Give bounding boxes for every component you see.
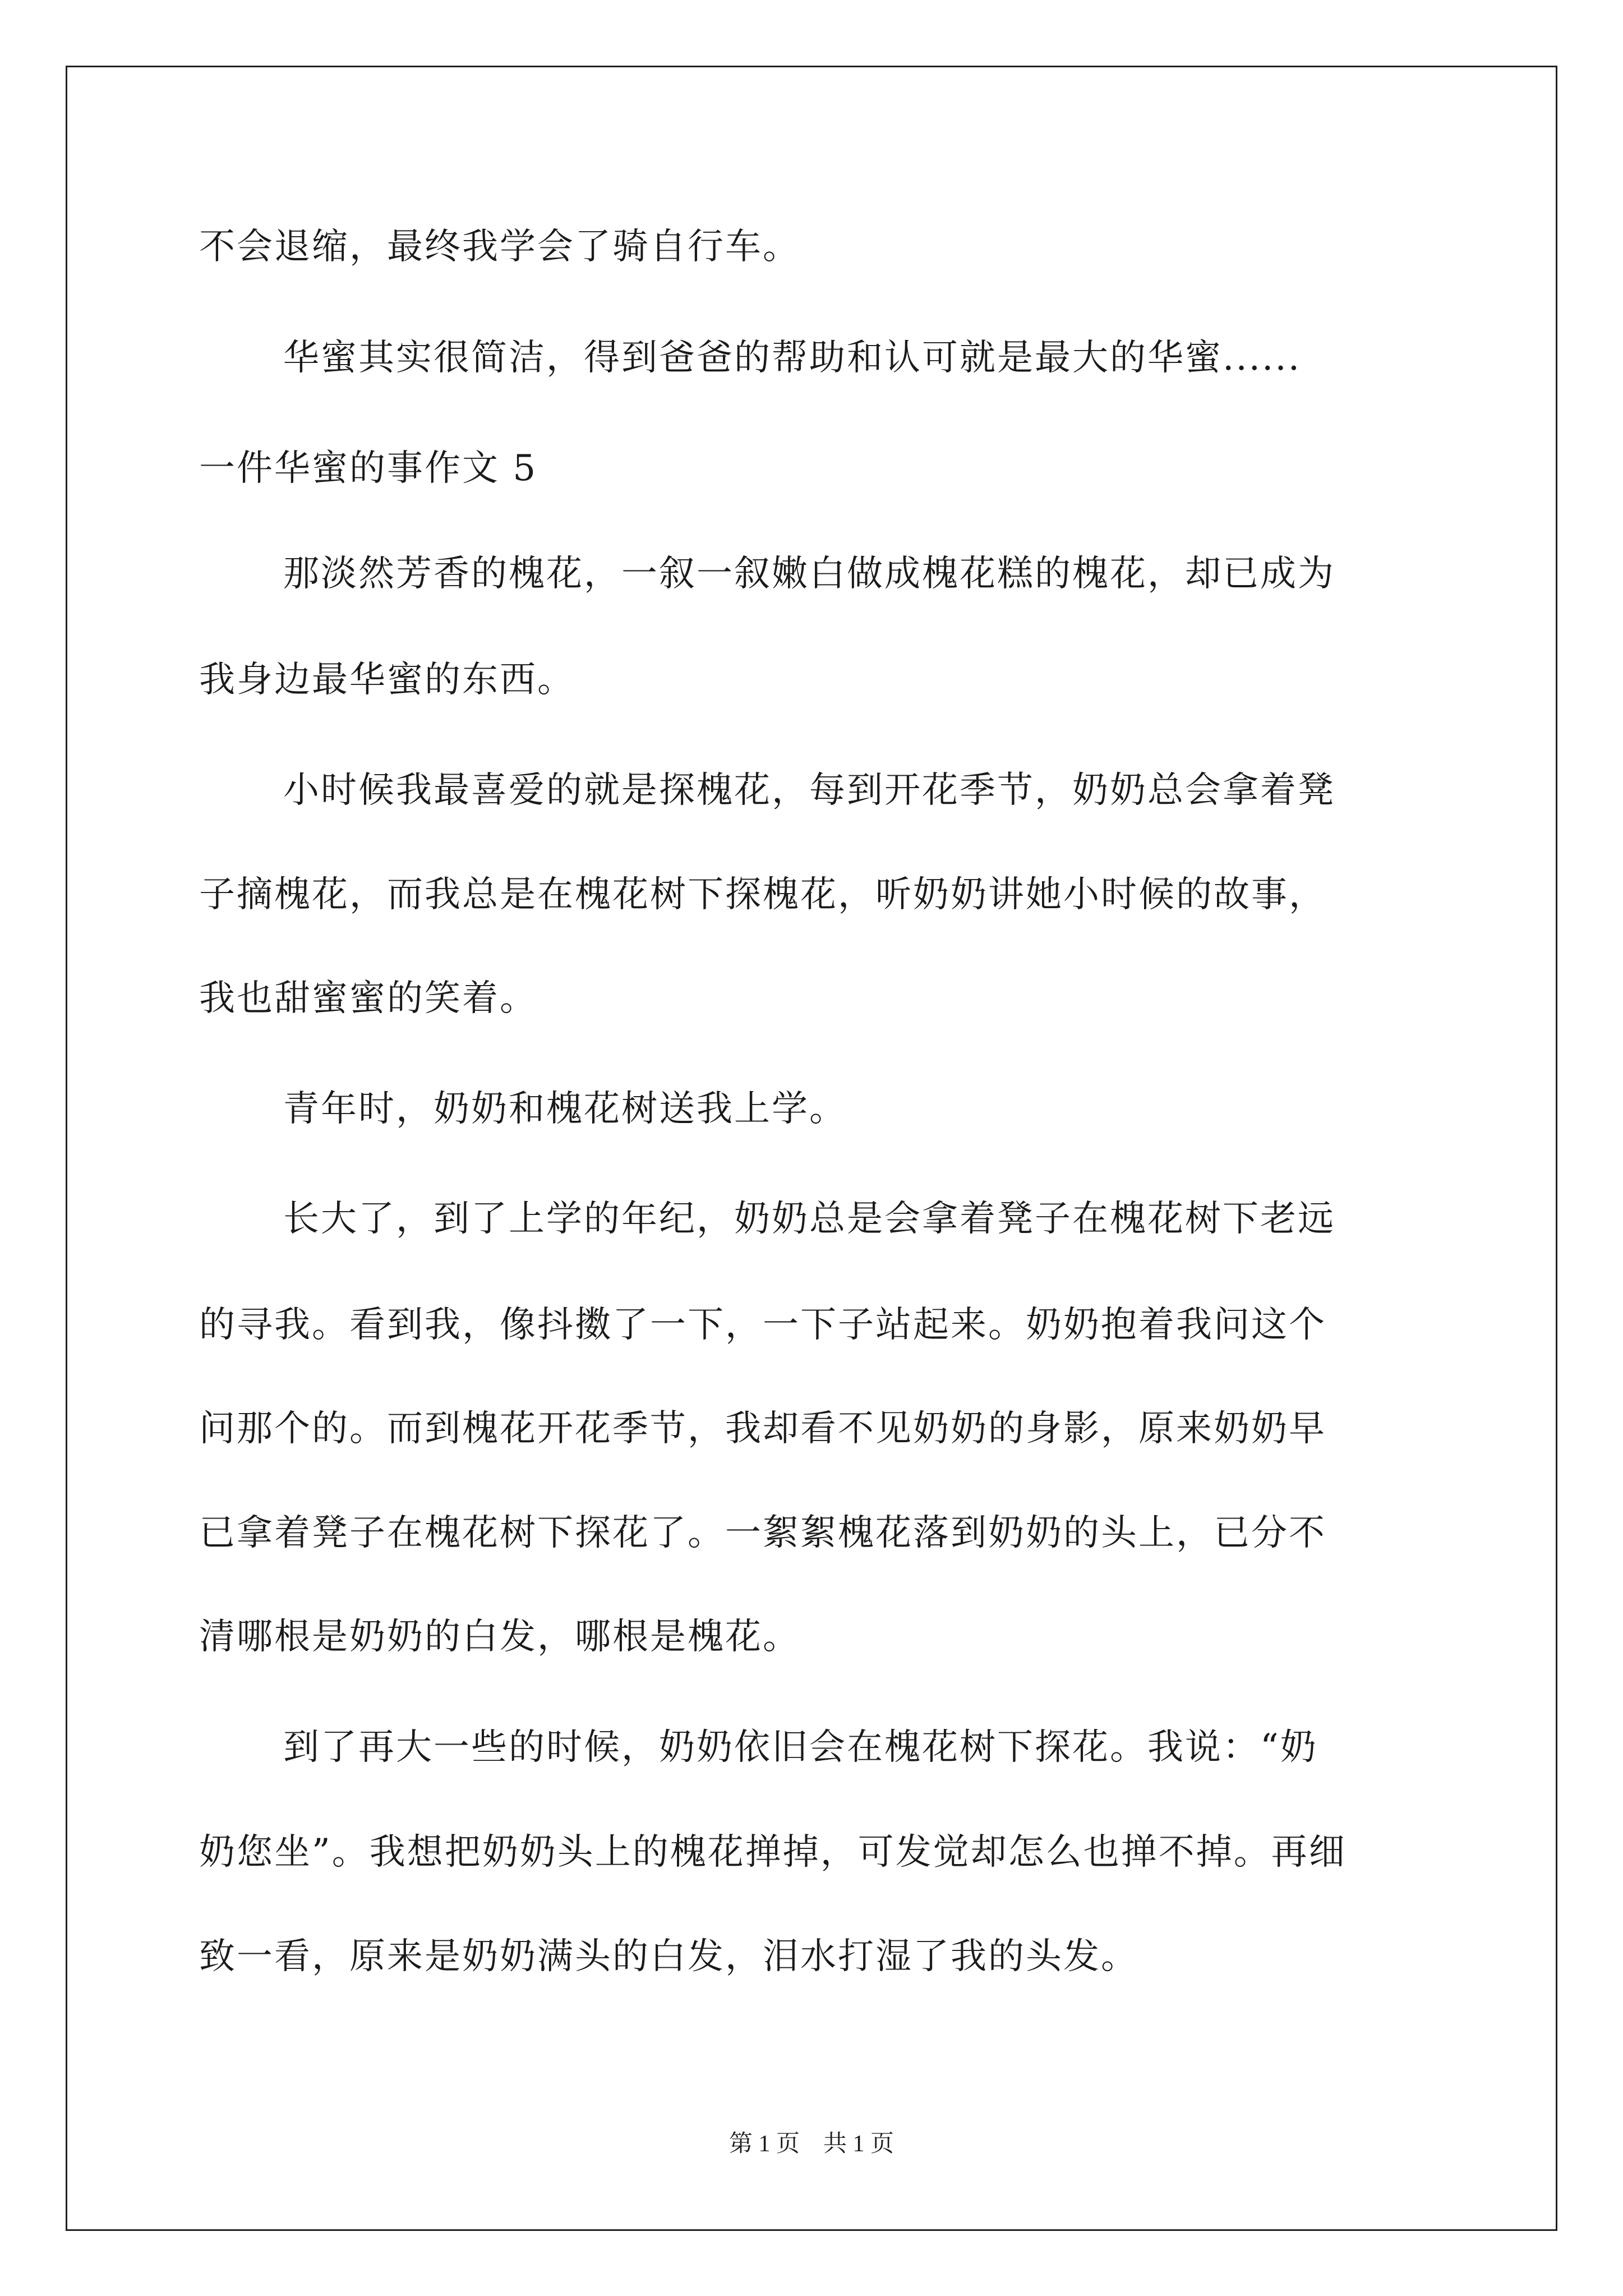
text-line-8: 我也甜蜜蜜的笑着。 <box>199 978 537 1019</box>
text-line-13: 已拿着凳子在槐花树下探花了。一絮絮槐花落到奶奶的头上，已分不 <box>199 1512 1326 1554</box>
text-line-7: 子摘槐花，而我总是在槐花树下探槐花，听奶奶讲她小时候的故事， <box>199 874 1326 915</box>
text-line-16: 奶您坐”。我想把奶奶头上的槐花掸掉，可发觉却怎么也掸不掉。再细 <box>199 1832 1347 1873</box>
text-line-1: 不会退缩，最终我学会了骑自行车。 <box>199 226 800 268</box>
text-line-9: 青年时，奶奶和槐花树送我上学。 <box>283 1088 847 1130</box>
text-line-2: 华蜜其实很简洁，得到爸爸的帮助和认可就是最大的华蜜...... <box>283 337 1302 379</box>
current-page-label: 第 1 页 <box>728 2131 800 2157</box>
page-border <box>66 66 1557 2231</box>
section-heading: 一件华蜜的事作文 5 <box>199 448 538 489</box>
text-line-14: 清哪根是奶奶的白发，哪根是槐花。 <box>199 1616 800 1658</box>
text-line-11: 的寻我。看到我，像抖擞了一下，一下子站起来。奶奶抱着我问这个 <box>199 1304 1326 1346</box>
text-line-6: 小时候我最喜爱的就是探槐花，每到开花季节，奶奶总会拿着凳 <box>283 770 1335 811</box>
text-line-15: 到了再大一些的时候，奶奶依旧会在槐花树下探花。我说：“奶 <box>283 1727 1318 1768</box>
total-pages-label: 共 1 页 <box>823 2131 895 2157</box>
text-line-4: 那淡然芳香的槐花，一叙一叙嫩白做成槐花糕的槐花，却已成为 <box>283 553 1335 595</box>
text-line-5: 我身边最华蜜的东西。 <box>199 659 575 701</box>
text-line-17: 致一看，原来是奶奶满头的白发，泪水打湿了我的头发。 <box>199 1936 1138 1977</box>
text-line-10: 长大了，到了上学的年纪，奶奶总是会拿着凳子在槐花树下老远 <box>283 1198 1335 1240</box>
page-footer <box>0 2127 1623 2161</box>
text-line-12: 问那个的。而到槐花开花季节，我却看不见奶奶的身影，原来奶奶早 <box>199 1408 1326 1450</box>
